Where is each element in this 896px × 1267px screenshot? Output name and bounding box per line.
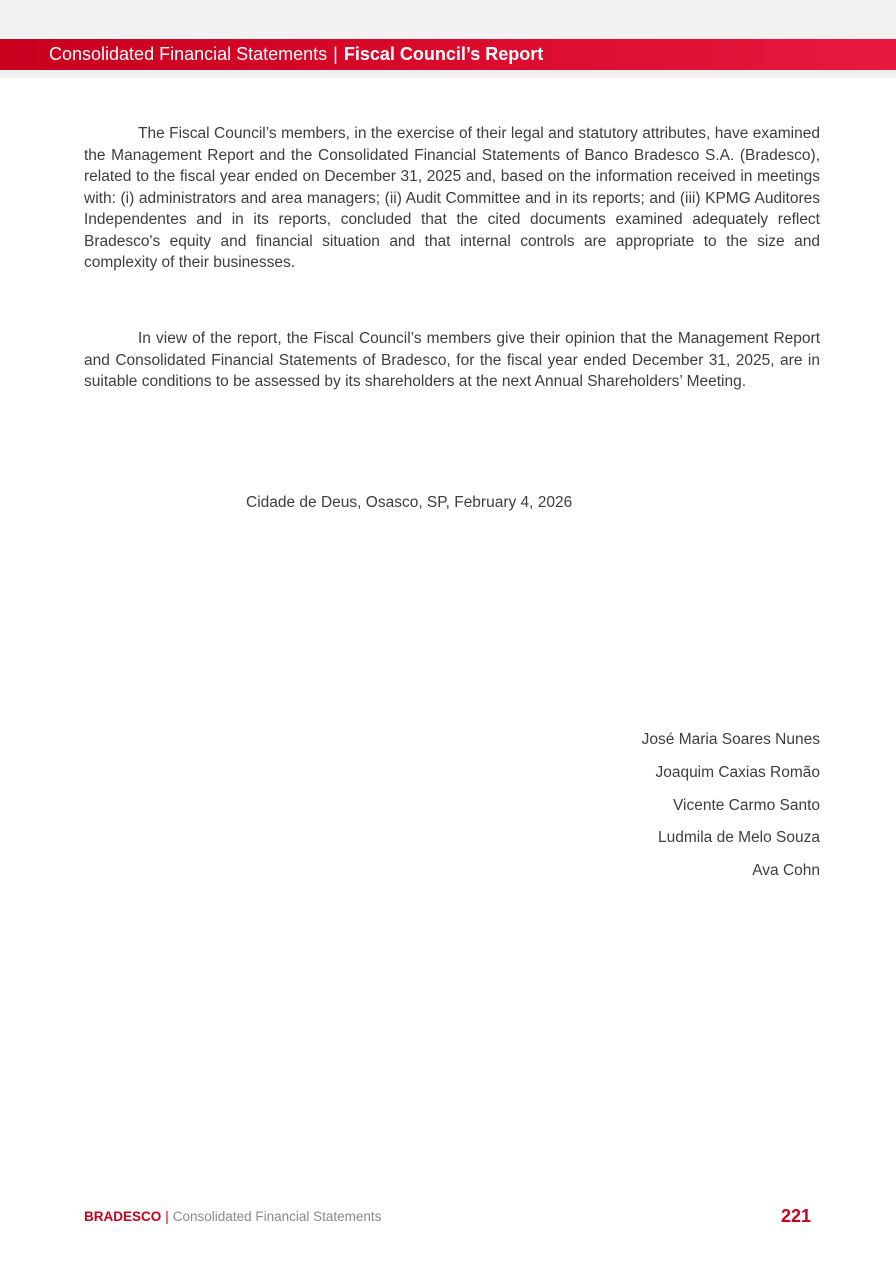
signatory-name: Ava Cohn	[752, 862, 820, 880]
report-paragraph-2	[84, 328, 820, 393]
place-and-date: Cidade de Deus, Osasco, SP, February 4, 2026	[246, 494, 573, 511]
page-number: 221	[780, 1206, 811, 1226]
header-separator: |	[333, 44, 338, 64]
page-title: Fiscal Council’s Report	[343, 44, 544, 64]
header-section-label: Consolidated Financial Statements	[49, 44, 328, 64]
signatory-name: Vicente Carmo Santo	[672, 796, 820, 814]
report-paragraph-1	[84, 123, 820, 274]
header-bar	[0, 39, 896, 70]
paragraph-2-text: In view of the report, the Fiscal Council’s members give their opinion that the Management Report and Consolidated Financial Statements of Bradesco, for the fiscal year ended December 31, 2025, are in suitable conditions to be assessed by its shareholders at the next Annual Shareholders’ Meeting.	[84, 330, 820, 390]
signatory-name: Ludmila de Melo Souza	[658, 829, 820, 847]
footer-separator: |	[165, 1209, 169, 1224]
signatory-name: Joaquim Caxias Romão	[655, 763, 820, 781]
paragraph-1-text: The Fiscal Council’s members, in the exercise of their legal and statutory attributes, have examined the Management Report and the Consolidated Financial Statements of Banco Bradesco S.A. (Bradesco), related to the fiscal year ended on December 31, 2025 and, based on the information received in meetings with: (i) administrators and area managers; (ii) Audit Committee and in its reports; and (iii) KPMG Auditores Independentes and in its reports, concluded that the cited documents examined adequately reflect Bradesco's equity and financial situation and that internal controls are appropriate to the size and complexity of their businesses.	[84, 125, 820, 271]
signatory-name: José Maria Soares Nunes	[641, 731, 820, 748]
signatories-list	[642, 729, 820, 893]
footer-document-title: Consolidated Financial Statements	[172, 1209, 382, 1224]
footer-caption	[84, 1209, 381, 1224]
footer-brand: BRADESCO	[84, 1209, 162, 1224]
